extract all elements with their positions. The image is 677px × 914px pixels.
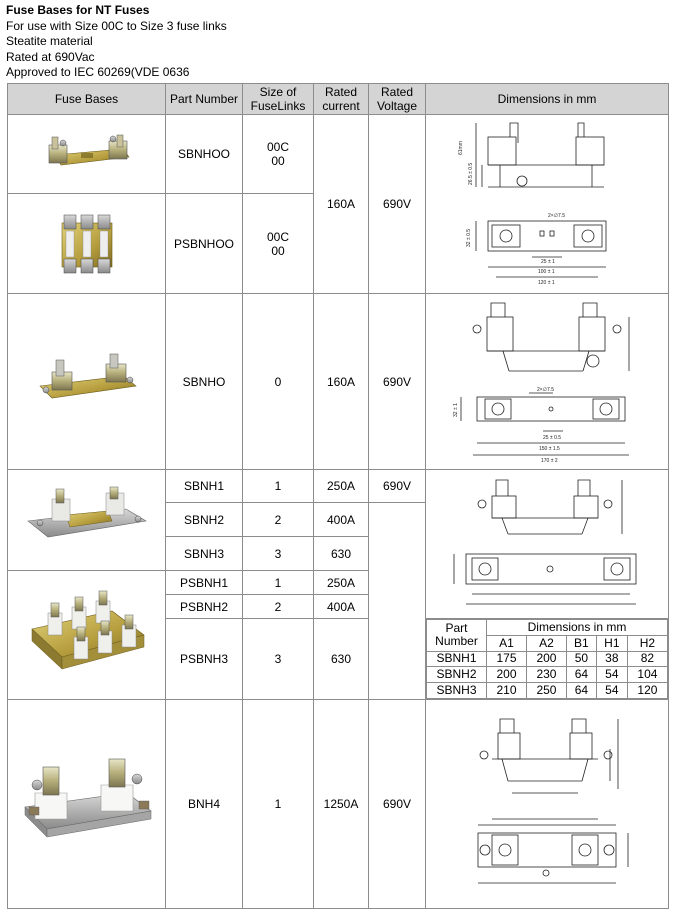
subtable-header-part	[427, 620, 487, 652]
size-value: 00C	[266, 229, 289, 244]
subtable-value: 230	[526, 667, 566, 683]
photo-sbnho	[8, 294, 166, 470]
part-bnh4: BNH4	[166, 700, 243, 909]
part-psbnhoo: PSBNHOO	[166, 194, 243, 294]
size-sbnh3: 3	[243, 537, 314, 571]
part-psbnh2: PSBNH2	[166, 595, 243, 619]
header-voltage-line2: Voltage	[376, 99, 418, 113]
subtable-value: 54	[596, 667, 627, 683]
header-rated-voltage	[369, 84, 426, 115]
drawing-label: 2×∅7.5	[537, 386, 555, 393]
subtable-header-part-line1: Part	[445, 621, 468, 636]
voltage-bnh4: 690V	[369, 700, 426, 909]
current-size00: 160A	[314, 115, 369, 294]
current-psbnh1: 250A	[314, 571, 369, 595]
drawing-label: 170 ± 2	[541, 457, 558, 464]
dimensions-subtable	[426, 619, 668, 699]
header-current-line2: current	[322, 99, 360, 113]
drawing-label: 150 ± 1.5	[539, 445, 560, 452]
part-psbnh3: PSBNH3	[166, 619, 243, 700]
part-sbnh3: SBNH3	[166, 537, 243, 571]
fuse-base-photo	[32, 352, 142, 412]
subtable-value: 175	[487, 651, 527, 667]
size-sbnho: 0	[243, 294, 314, 470]
current-psbnh3: 630	[314, 619, 369, 700]
fuse-base-photo	[17, 749, 157, 859]
current-sbnh1: 250A	[314, 470, 369, 503]
subtable-column: H2	[627, 635, 667, 651]
part-sbnho: SBNHO	[166, 294, 243, 470]
voltage-sbnho: 690V	[369, 294, 426, 470]
drawing-size00	[426, 115, 669, 294]
drawing-size1-3	[426, 470, 669, 619]
drawing-label: 26.5 ± 0.5	[468, 162, 474, 185]
subtable-row	[427, 651, 668, 667]
drawing-label: 120 ± 1	[538, 280, 555, 286]
header-current-line1: Rated	[324, 85, 358, 99]
voltage-size00: 690V	[369, 115, 426, 294]
header-size-line1: Size of	[259, 85, 297, 99]
intro-line: Approved to IEC 60269(VDE 0636	[6, 65, 190, 79]
current-sbnh2: 400A	[314, 503, 369, 537]
drawing-label: 61mm	[458, 141, 464, 155]
size-sbnh1: 1	[243, 470, 314, 503]
dimension-drawing	[442, 474, 652, 614]
header-fuse-bases: Fuse Bases	[8, 84, 166, 115]
subtable-column: B1	[566, 635, 596, 651]
subtable-value: 54	[596, 683, 627, 699]
subtable-value: 200	[487, 667, 527, 683]
subtable-part: SBNH3	[427, 683, 487, 699]
subtable-row	[427, 683, 668, 699]
header-size	[243, 84, 314, 115]
dimensions-subtable-cell	[426, 619, 669, 700]
photo-psbnhoo	[8, 194, 166, 294]
subtable-column: H1	[596, 635, 627, 651]
subtable-value: 210	[487, 683, 527, 699]
fuse-base-photo	[22, 485, 152, 555]
drawing-label: 32 ± 1	[453, 402, 459, 417]
fuse-base-photo	[22, 585, 152, 685]
part-sbnh1: SBNH1	[166, 470, 243, 503]
intro-line: For use with Size 00C to Size 3 fuse links	[6, 18, 227, 33]
size-value: 00	[271, 243, 285, 258]
dimension-drawing	[447, 297, 647, 467]
current-bnh4: 1250A	[314, 700, 369, 909]
part-psbnh1: PSBNH1	[166, 571, 243, 595]
size-psbnhoo	[243, 194, 314, 294]
size-value: 00C	[266, 140, 289, 154]
subtable-title: Dimensions in mm	[487, 620, 668, 636]
part-sbnhoo: SBNHOO	[166, 115, 243, 194]
size-value: 00	[271, 154, 285, 168]
size-psbnh2: 2	[243, 595, 314, 619]
size-psbnh3: 3	[243, 619, 314, 700]
drawing-label: 25 ± 0.5	[543, 434, 562, 441]
header-dimensions: Dimensions in mm	[426, 84, 669, 115]
header-rated-current	[314, 84, 369, 115]
photo-sbnh	[8, 470, 166, 571]
header-part-number: Part Number	[166, 84, 243, 115]
part-sbnh2: SBNH2	[166, 503, 243, 537]
fuse-base-photo	[37, 129, 137, 179]
page-title: Fuse Bases for NT Fuses	[6, 3, 150, 17]
intro-line: Rated at 690Vac	[6, 49, 95, 64]
voltage-sbnh1: 690V	[369, 470, 426, 503]
size-sbnhoo	[243, 115, 314, 194]
subtable-part: SBNH2	[427, 667, 487, 683]
subtable-value: 50	[566, 651, 596, 667]
subtable-value: 64	[566, 667, 596, 683]
drawing-size0	[426, 294, 669, 470]
size-sbnh2: 2	[243, 503, 314, 537]
size-bnh4: 1	[243, 700, 314, 909]
current-sbnho: 160A	[314, 294, 369, 470]
subtable-value: 120	[627, 683, 667, 699]
subtable-column: A2	[526, 635, 566, 651]
subtable-row	[427, 667, 668, 683]
photo-bnh4	[8, 700, 166, 909]
dimension-drawing	[452, 709, 642, 899]
subtable-value: 82	[627, 651, 667, 667]
fuse-base-photo	[52, 209, 122, 279]
voltage-empty	[369, 503, 426, 700]
subtable-column: A1	[487, 635, 527, 651]
drawing-label: 2×∅7.5	[548, 213, 566, 219]
dimension-drawing	[452, 119, 642, 289]
header-voltage-line1: Rated	[380, 85, 414, 99]
subtable-part: SBNH1	[427, 651, 487, 667]
subtable-header-part-line2: Number	[435, 634, 478, 649]
photo-sbnhoo	[8, 115, 166, 194]
drawing-size4	[426, 700, 669, 909]
intro-line: Steatite material	[6, 34, 93, 48]
photo-psbnh	[8, 571, 166, 700]
subtable-value: 200	[526, 651, 566, 667]
size-psbnh1: 1	[243, 571, 314, 595]
subtable-value: 104	[627, 667, 667, 683]
subtable-value: 64	[566, 683, 596, 699]
subtable-value: 38	[596, 651, 627, 667]
drawing-label: 25 ± 1	[541, 259, 555, 265]
intro-block	[6, 3, 227, 81]
current-psbnh2: 400A	[314, 595, 369, 619]
current-sbnh3: 630	[314, 537, 369, 571]
fuse-bases-table	[7, 83, 669, 909]
drawing-label: 32 ± 0.5	[466, 228, 472, 247]
subtable-value: 250	[526, 683, 566, 699]
header-size-line2: FuseLinks	[250, 99, 306, 113]
drawing-label: 100 ± 1	[538, 269, 555, 275]
